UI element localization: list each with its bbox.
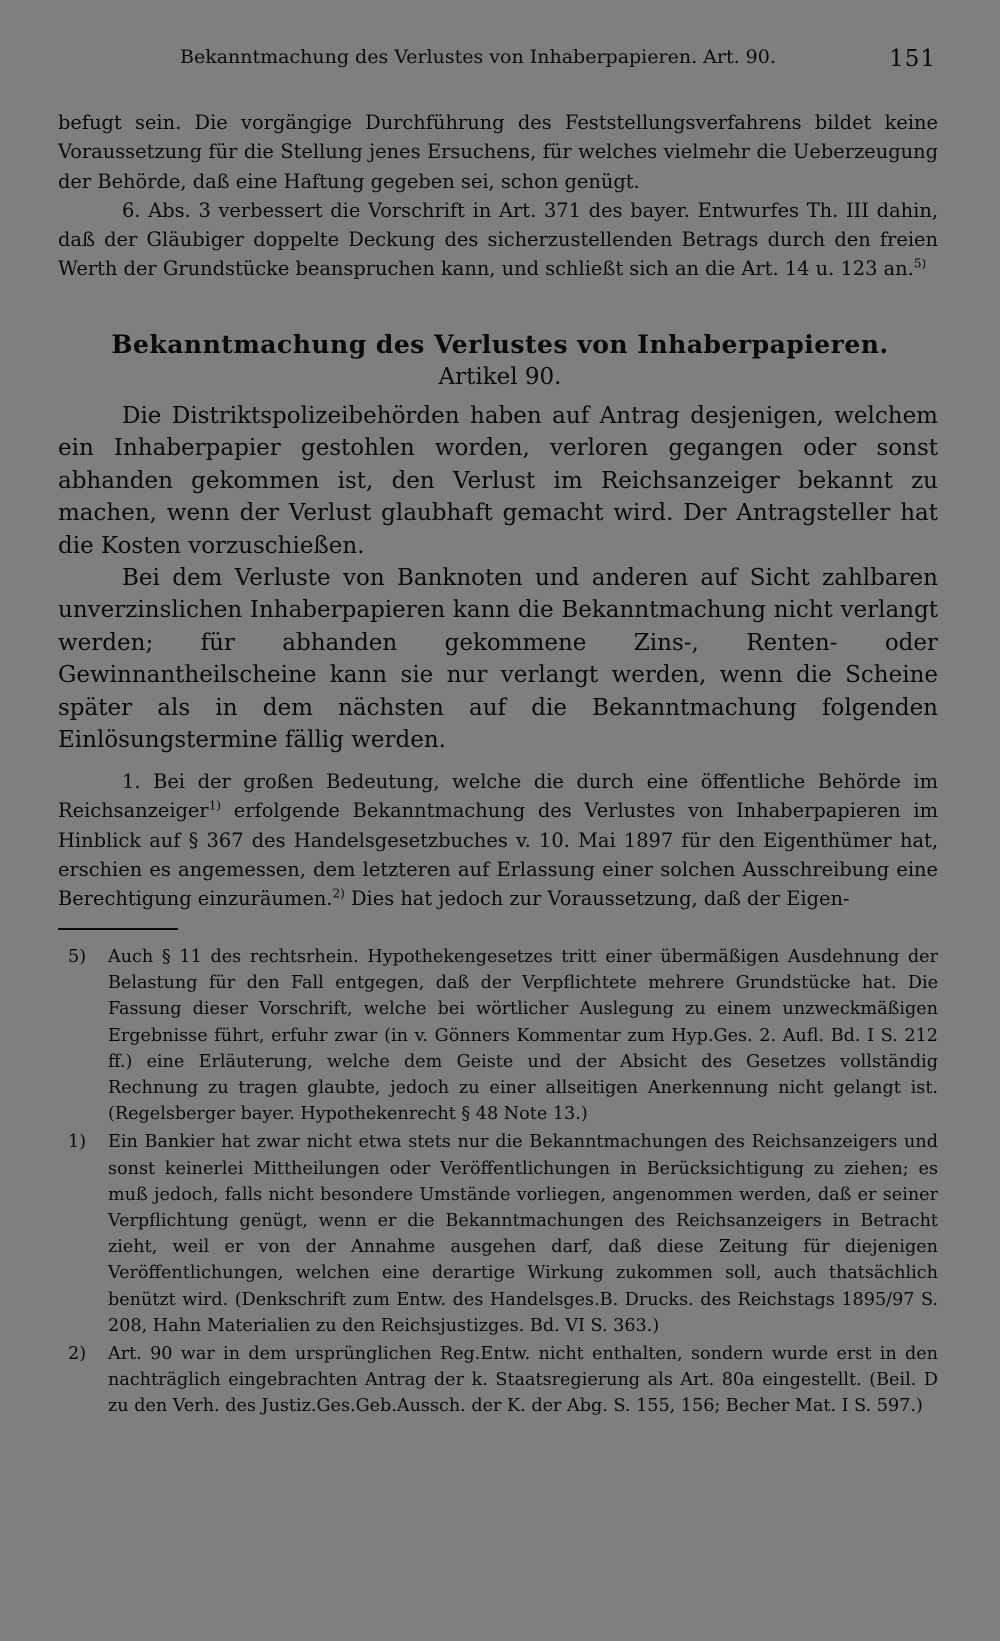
note-1-part-1: 1. Bei der großen Bedeutung, welche die durch eine öffentliche Behörde im Reichsanzeiger	[58, 770, 938, 823]
footnote-marker: 5)	[68, 947, 87, 967]
article-title: Artikel 90.	[438, 364, 562, 390]
footnote-ref-5: 5)	[913, 257, 927, 272]
note-1-part-3: Dies hat jedoch zur Voraussetzung, daß der Eigen-	[350, 887, 850, 911]
footnote-separator	[58, 928, 178, 930]
commentary-notes	[58, 767, 938, 913]
note-1	[58, 767, 938, 913]
commentary-top	[58, 108, 938, 284]
note-1-part-2: erfolgende Bekanntmachung des Verlustes von Inhaberpapieren im Hinblick auf § 367 des Handelsgesetzbuches v. 10. Mai 1897 für den Eigenthümer hat, erschien es angemessen, dem letzteren auf Erlassung einer solchen Ausschreibung eine Berechtigung einzuräumen.	[58, 799, 938, 911]
footnote-ref-2: 2)	[332, 886, 345, 901]
footnote-text: Art. 90 war in dem ursprünglichen Reg.Entw. nicht enthalten, sondern wurde erst in den nachträglich eingebrachten Antrag der k. Staatsregierung als Art. 80a eingestellt. (Beil. D zu den Verh. des Justiz.Ges.Geb.Aussch. der K. der Abg. S. 155, 156; Becher Mat. I S. 597.)	[108, 1344, 938, 1417]
footnote-ref-1: 1)	[208, 798, 222, 813]
commentary-paragraph-6	[58, 196, 938, 284]
footnote-2	[58, 1341, 938, 1420]
footnote-text: Auch § 11 des rechtsrhein. Hypothekengesetzes tritt einer übermäßigen Ausdehnung der Belastung für den Fall entgegen, daß der Verpflichtete mehrere Grundstücke hat. Die Fassung dieser Vorschrift, welche bei wörtlicher Auslegung zu einem unzweckmäßigen Ergebnisse führt, erfuhr zwar (in v. Gönners Kommentar zum Hyp.Ges. 2. Aufl. Bd. I S. 212 ff.) eine Erläuterung, welche dem Geiste und der Absicht des Gesetzes vollständig Rechnung zu tragen glaubte, jedoch zu einer allseitigen Anerkennung nicht gelangt ist. (Regelsberger bayer. Hypothekenrecht § 48 Note 13.)	[108, 947, 938, 1125]
footnote-1	[58, 1129, 938, 1339]
law-paragraph-2: Bei dem Verluste von Banknoten und anderen auf Sicht zahlbaren unverzinslichen Inhaberpapieren kann die Bekanntmachung nicht verlangt werden; für abhanden gekommene Zins-, Renten- oder Gewinnantheilscheine kann sie nur verlangt werden, wenn die Scheine später als in dem nächsten auf die Bekanntmachung folgenden Einlösungstermine fällig werden.	[58, 565, 938, 754]
page-number: 151	[889, 46, 936, 72]
law-text	[58, 400, 938, 756]
commentary-paragraph-continued: befugt sein. Die vorgängige Durchführung des Feststellungsverfahrens bildet keine Voraussetzung für die Stellung jenes Ersuchens, für welches vielmehr die Ueberzeugung der Behörde, daß eine Haftung gegeben sei, schon genügt.	[58, 111, 938, 193]
footnote-text: Ein Bankier hat zwar nicht etwa stets nur die Bekanntmachungen des Reichsanzeigers und sonst keinerlei Mittheilungen oder Veröffentlichungen in Berücksichtigung zu ziehen; es muß jedoch, falls nicht besondere Umstände vorliegen, angenommen werden, daß er seiner Verpflichtung genügt, wenn er die Bekanntmachungen des Reichsanzeigers in Betracht zieht, weil er von der Annahme ausgehen darf, daß diese Zeitung für diejenigen Veröffentlichungen, welchen eine derartige Wirkung zukommen soll, auch thatsächlich benützt wird. (Denkschrift zum Entw. des Handelsges.B. Drucks. des Reichstags 1895/97 S. 208, Hahn Materialien zu den Reichsjustizges. Bd. VI S. 363.)	[108, 1132, 938, 1336]
footnotes	[58, 944, 938, 1422]
section-title: Bekanntmachung des Verlustes von Inhaberpapieren.	[111, 330, 889, 359]
running-head: Bekanntmachung des Verlustes von Inhaberpapieren. Art. 90.	[180, 46, 776, 68]
page-header	[0, 46, 1000, 80]
footnote-5	[58, 944, 938, 1127]
law-paragraph-1: Die Distriktspolizeibehörden haben auf Antrag desjenigen, welchem ein Inhaberpapier gestohlen worden, verloren gegangen oder sonst abhanden gekommen ist, den Verlust im Reichsanzeiger bekannt zu machen, wenn der Verlust glaubhaft gemacht wird. Der Antragsteller hat die Kosten vorzuschießen.	[58, 403, 938, 559]
footnote-marker: 2)	[68, 1344, 87, 1365]
commentary-paragraph-6-text: 6. Abs. 3 verbessert die Vorschrift in Art. 371 des bayer. Entwurfes Th. III dahin, daß der Gläubiger doppelte Deckung des sicherzustellenden Betrags durch den freien Werth der Grundstücke beanspruchen kann, und schließt sich an die Art. 14 u. 123 an.	[58, 198, 938, 281]
footnote-marker: 1)	[68, 1132, 87, 1153]
